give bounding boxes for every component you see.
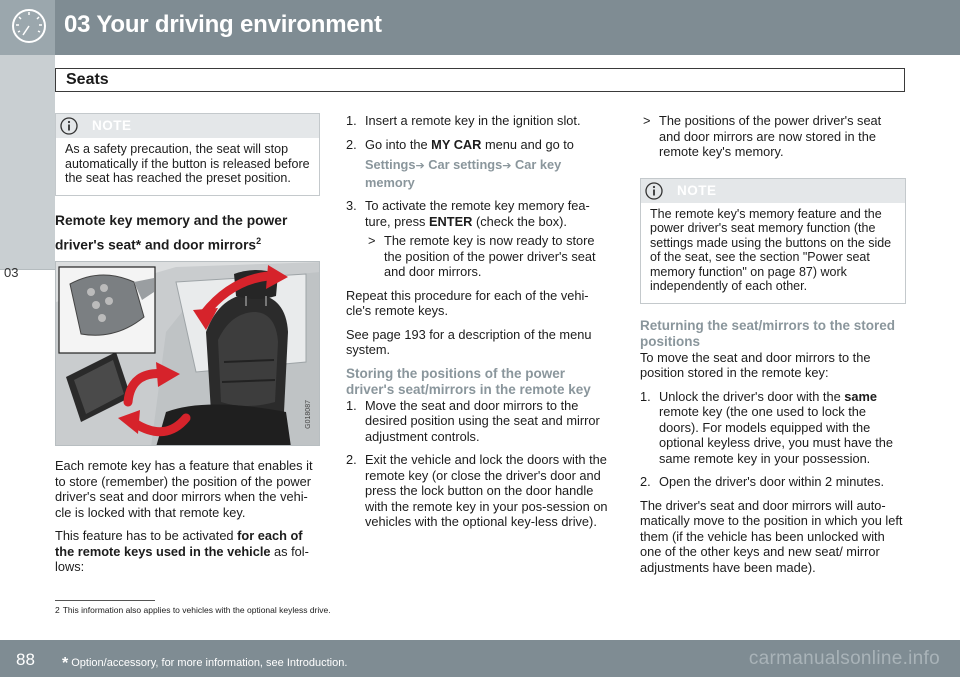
footer-note-text: Option/accessory, for more information, see Introduction. <box>71 657 348 669</box>
paragraph: See page 193 for a description of the menu system. <box>346 326 592 357</box>
figure-code: G018087 <box>304 400 312 430</box>
column-1 <box>55 113 320 583</box>
list-item <box>346 452 612 530</box>
list-item <box>640 474 906 490</box>
paragraph: To move the seat and door mirrors to the position stored in the remote key: <box>640 349 871 380</box>
asterisk-icon: * <box>62 655 69 672</box>
item-text: Exit the vehicle and lock the doors with the remote key (or close the driver's door and press the lock button on the door handle with the remote key in your pos-session on vehicles with the optional key-less drive). <box>365 452 608 529</box>
item-text: Insert a remote key in the ignition slot. <box>365 113 581 128</box>
note-header <box>641 179 905 203</box>
item-number: 2. <box>346 136 357 152</box>
sub-item-text: The positions of the power driver's seat and door mirrors are now stored in the remote key's memory. <box>659 113 882 159</box>
item-number: 1. <box>346 397 357 413</box>
side-chapter-number: 03 <box>4 265 19 280</box>
menu-path <box>365 157 612 190</box>
arrow-right-icon: ➔ <box>415 160 425 172</box>
paragraph <box>55 528 320 575</box>
bold-text: MY CAR <box>431 136 482 152</box>
subsection-heading: Storing the positions of the power driver's seat/mirrors in the remote key <box>346 365 591 397</box>
info-icon <box>60 117 78 135</box>
column-2 <box>346 113 612 538</box>
text-run: Unlock the driver's door with the <box>659 388 845 404</box>
note-box <box>640 178 906 304</box>
paragraph: Repeat this procedure for each of the vehi-cle's remote keys. <box>346 287 589 318</box>
speedometer-icon <box>10 7 48 45</box>
chapter-title: 03 Your driving environment <box>64 11 382 38</box>
text-run: menu and go to <box>481 136 574 152</box>
note-header <box>56 114 319 138</box>
footnote-divider <box>55 600 155 601</box>
bold-text: for each of the remote keys used in the vehicle <box>55 528 303 559</box>
item-number: 2. <box>640 474 651 489</box>
list-item <box>346 137 612 191</box>
car-interior-illustration <box>56 262 320 446</box>
menu-path-item: Settings <box>365 157 416 172</box>
chapter-side-tab <box>0 55 55 280</box>
footnote-text: This information also applies to vehicles with the optional keyless drive. <box>62 605 331 615</box>
item-number: 3. <box>346 198 357 213</box>
watermark[interactable]: carmanualsonline.info <box>748 648 940 669</box>
footnote-ref: 2 <box>256 235 262 246</box>
section-bar <box>55 68 905 92</box>
bold-text: ENTER <box>429 213 473 229</box>
text-run: (check the box). <box>472 213 567 229</box>
info-icon <box>645 182 663 200</box>
section-title: Seats <box>66 71 109 88</box>
result-marker-icon: > <box>368 233 376 248</box>
arrow-right-icon: ➔ <box>502 160 512 172</box>
item-number: 1. <box>640 388 651 404</box>
seat-mirror-illustration <box>55 261 320 446</box>
note-box <box>55 113 320 196</box>
text-run: as fol-lows: <box>55 543 309 575</box>
menu-path-item: Car settings <box>428 157 503 172</box>
sub-item <box>365 233 612 280</box>
note-text: The remote key's memory feature and the power driver's seat memory function (the settings made using the buttons on the side of the seat, see the section "Power seat memory function" on page 87) work independently of each other. <box>650 206 892 293</box>
sub-item <box>640 113 906 160</box>
menu-path-item: Car key memory <box>365 157 562 190</box>
text-run: To activate the remote key memory fea-ture, press <box>365 198 590 229</box>
page-number: 88 <box>16 650 35 669</box>
result-marker-icon: > <box>643 113 651 128</box>
column-3 <box>640 113 906 583</box>
bold-text: same <box>844 388 877 404</box>
list-item <box>640 389 906 467</box>
subsection-heading: Returning the seat/mirrors to the stored positions <box>640 317 896 349</box>
item-number: 2. <box>346 452 357 467</box>
chapter-header <box>0 0 960 55</box>
footnote <box>55 605 331 615</box>
text-run: Go into the <box>365 136 432 152</box>
note-label: NOTE <box>677 182 717 198</box>
paragraph: Each remote key has a feature that enables it to store (remember) the position of the power driver's seat and door mirrors when the vehi-cle is locked with that remote key. <box>55 458 313 520</box>
list-item <box>346 398 612 445</box>
heading-text: Remote key memory and the power driver's seat* and door mirrors <box>55 212 288 253</box>
sub-item-text: The remote key is now ready to store the position of the power driver's seat and door mirrors. <box>384 233 596 279</box>
section-heading <box>55 210 320 256</box>
note-text: As a safety precaution, the seat will stop automatically if the button is released before the seat has reached the preset position. <box>65 142 310 185</box>
header-icon-tab <box>0 0 55 55</box>
page-footer <box>0 640 960 677</box>
text-run: This feature has to be activated <box>55 528 238 544</box>
text-run: remote key (the one used to lock the doors). For models equipped with the optional keyless drive, you must have the same remote key in your possession. <box>659 404 894 466</box>
item-text: Open the driver's door within 2 minutes. <box>659 474 885 489</box>
footnote-mark: 2 <box>55 605 60 615</box>
paragraph: The driver's seat and door mirrors will auto-matically move to the position in which you left them (if the vehicle has been unlocked with one of the other keys and new seat/ mirror adjustments have been made). <box>640 497 903 575</box>
list-item <box>346 198 612 280</box>
footer-note <box>62 653 347 671</box>
item-text: Move the seat and door mirrors to the desired position using the seat and mirror adjustment controls. <box>365 397 600 444</box>
list-item <box>346 113 612 129</box>
item-number: 1. <box>346 113 357 128</box>
note-label: NOTE <box>92 118 132 133</box>
